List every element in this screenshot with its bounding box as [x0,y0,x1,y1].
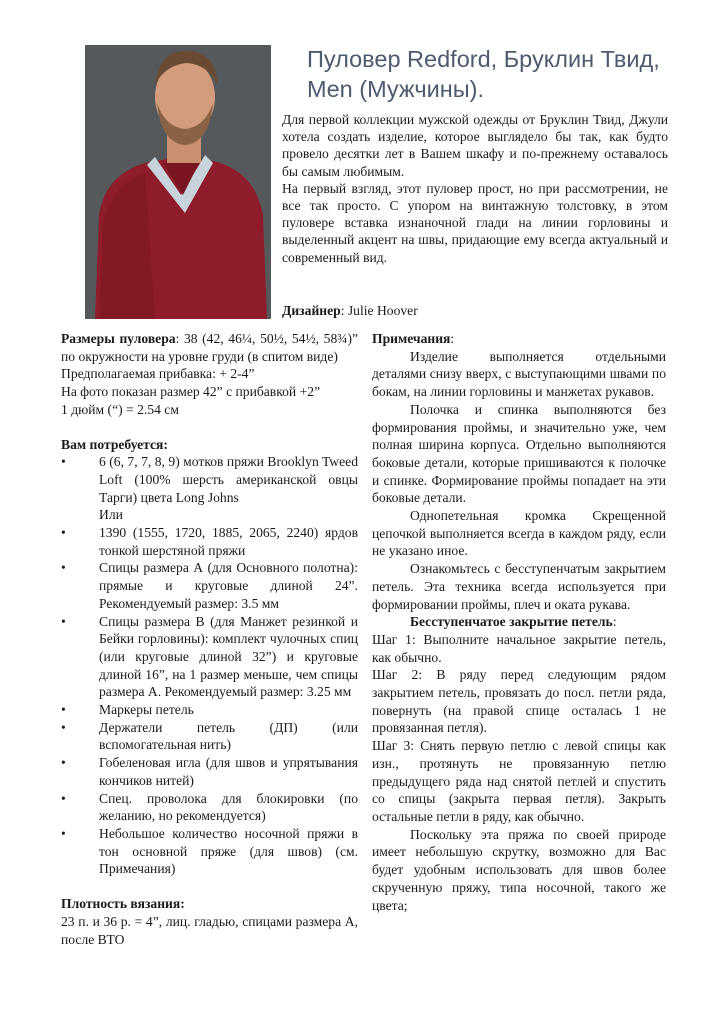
bind-off-step: Шаг 3: Снять первую петлю с левой спицы как изн., протянуть не провязанную петлю предыдущего ряда над снятой петлей и спустить со спицы (закрыта первая петля). Закрыть остальные петли в ряду, как обычно. [372,738,666,824]
list-item: • Гобеленовая игла (для швов и упрятывания кончиков нитей) [61,755,358,788]
right-column [372,330,666,914]
gauge-heading: Плотность вязания: [61,896,185,912]
bullet: • [61,825,66,841]
materials-heading: Вам потребуется: [61,436,168,452]
model-photo [85,45,271,319]
shown-size-text: На фото показан размер 42” с прибавкой +2” [61,384,321,400]
bullet: • [61,702,66,718]
designer-label: Дизайнер [282,303,341,318]
list-item: • 6 (6, 7, 7, 8, 9) мотков пряжи Brooklyn Tweed Loft (100% шерсть американской овцы Тарги) цвета Long Johns [61,454,358,505]
sizes-label: Размеры пуловера [61,331,176,346]
bind-off-heading-line: Бесступенчатое закрытие петель: [410,614,617,630]
inch-conversion: 1 дюйм (“) = 2.54 см [61,401,179,417]
bind-off-step: Шаг 1: Выполните начальное закрытие петель, как обычно. [372,631,666,665]
sizes-paragraph [61,330,358,365]
designer-line [282,302,418,320]
notes-paragraph: Ознакомьтесь с бесступенчатым закрытием петель. Эта техника всегда используется при формировании проймы, плеч и оката рукава. [372,561,666,612]
ease-text: Предполагаемая прибавка: + 2-4” [61,366,255,382]
notes-heading-line: Примечания: [372,331,455,346]
bullet: • [61,560,66,576]
left-column [61,330,358,948]
bind-off-step: Шаг 2: В ряду перед следующим рядом закрытием петель, провязать до посл. петли ряда, повернуть (на правой спице осталась 1 не провязанная петля). [372,667,666,736]
list-item: • Спицы размера А (для Основного полотна): прямые и круговые длиной 24”. Рекомендуемый размер: 3.5 мм [61,560,358,611]
gauge-text: 23 п. и 36 р. = 4”, лиц. гладью, спицами размера А, после ВТО [61,913,358,947]
list-item: • Держатели петель (ДП) (или вспомогательная нить) [61,719,358,753]
bullet: • [61,790,66,806]
bullet: • [61,613,66,629]
notes-paragraph: Однопетельная кромка Скрещенной цепочкой выполняется всегда в каждом ряду, если не указано иное. [372,508,666,559]
bind-off-heading: Бесступенчатое закрытие петель [410,614,613,630]
page-title: Пуловер Redford, Бруклин Твид, Men (Мужчины). [307,46,660,102]
list-item: • Спец. проволока для блокировки (по желанию, но рекомендуется) [61,790,358,824]
designer-name: : Julie Hoover [340,303,418,318]
list-item: • Небольшое количество носочной пряжи в тон основной пряже (для швов) (см. Примечания) [61,825,358,877]
list-item: • Маркеры петель [61,702,194,718]
model-illustration [85,45,271,319]
list-item: • Спицы размера В (для Манжет резинкой и Бейки горловины): комплект чулочных спиц (или круговые длиной 32”) и круговые длиной 16”, на 1 размер меньше, чем спицы размера А. Рекомендуемый размер: 3.25 мм [61,613,358,700]
notes-heading: Примечания [372,331,451,346]
sizes-text: : 38 (42, 46¼, 50½, 54½, 58¾)” по окружности на уровне груди (в спитом виде) [61,331,359,364]
intro-paragraph: Для первой коллекции мужской одежды от Бруклин Твид, Джули хотела создать изделие, которое выглядело бы так, как будто провело десятки лет в Вашем шкафу и по-прежнему оставалось бы самым любимым. [282,112,668,179]
notes-paragraph: Изделие выполняется отдельными деталями снизу вверх, с выступающими швами по бокам, на линии горловины и манжетах рукавов. [372,348,666,400]
intro-paragraph: На первый взгляд, этот пуловер прост, но при рассмотрении, не все так просто. С упором на винтажную толстовку, в этом пуловере вставка изнаночной глади на линии горловины и выделенный акцент на швы, придающие ему всегда актуальный и современный вид. [282,180,668,265]
list-item: • 1390 (1555, 1720, 1885, 2065, 2240) ярдов тонкой шерстяной пряжи [61,525,358,558]
or-text: Или [99,507,123,523]
bullet: • [61,755,66,771]
bullet: • [61,719,66,735]
bullet: • [61,454,66,470]
intro-text [282,111,668,266]
yarn-note: Поскольку эта пряжа по своей природе имеет небольшую скрутку, возможно для Вас будет удобным использовать для швов более скрученную пряжу, типа носочной, такого же цвета; [372,826,666,913]
bullet: • [61,525,66,541]
notes-paragraph: Полочка и спинка выполняются без формирования проймы, и значительно уже, чем полная ширина корпуса. Отдельно выполняются боковые детали, которые пришиваются к полочке и спинке. Формирование проймы попадает на эти боковые детали. [372,401,666,506]
